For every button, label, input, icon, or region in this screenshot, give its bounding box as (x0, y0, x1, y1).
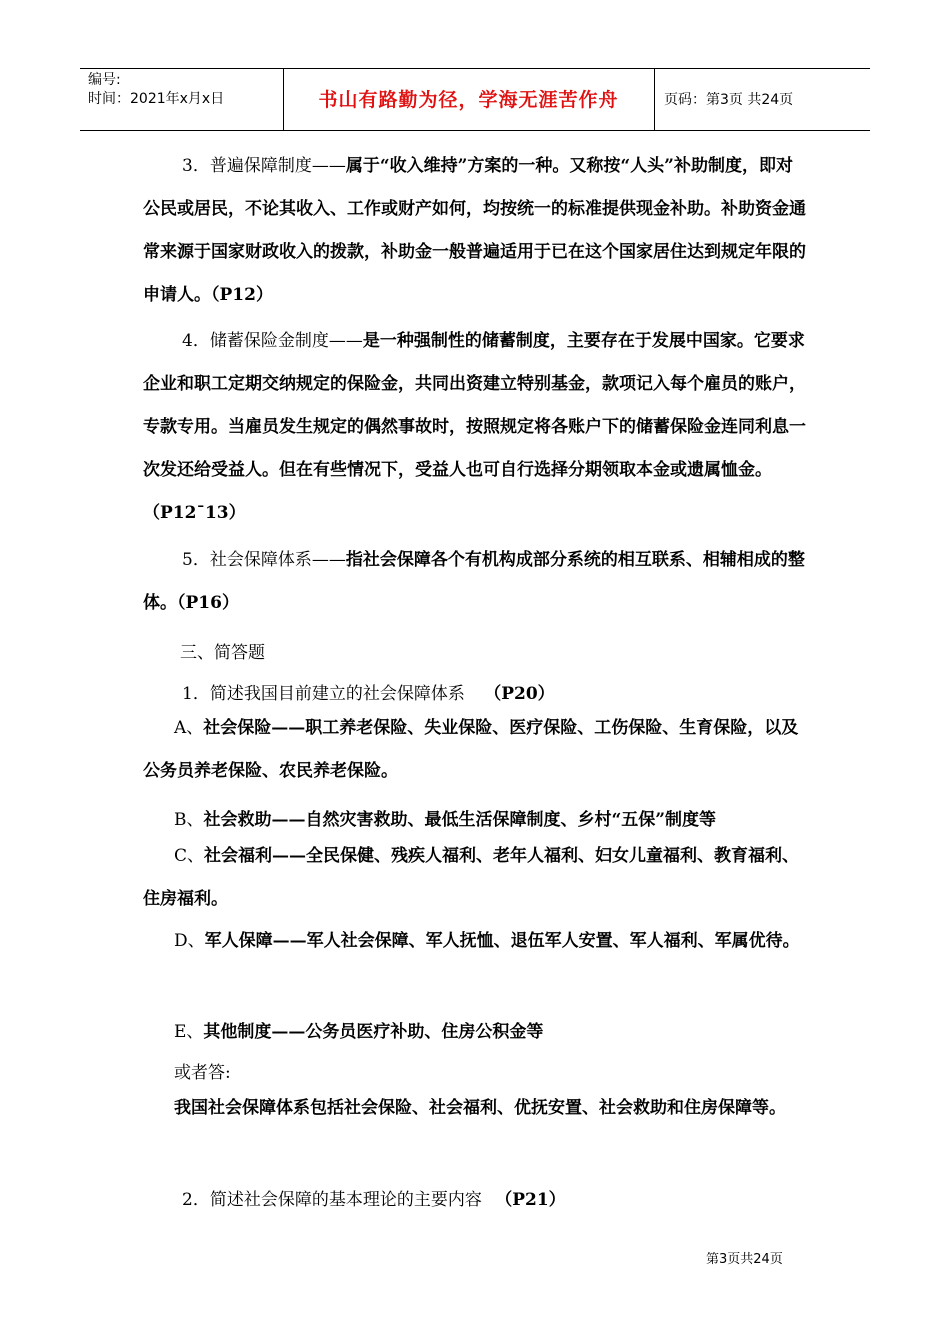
answer-item-d (143, 920, 808, 963)
header-divider (654, 69, 655, 130)
term-definition: 属于“收入维持”方案的一种。又称按“人头”补助制度，即对公民或居民，不论其收入、工作或财产如何，均按统一的标准提供现金补助。补助资金通常来源于国家财政收入的拨款，补助金一般普遍适用于已在这个国家居住达到规定年限的申请人。（P12） (143, 156, 806, 305)
time-label: 时间：2021年x月x日 (88, 91, 225, 107)
question-ref: （P21） (495, 1190, 566, 1210)
alternative-answer-label: 或者答: (174, 1063, 231, 1083)
header-meta (88, 71, 224, 109)
number-label: 编号: (88, 72, 121, 88)
answer-text: 社会福利——全民保健、残疾人福利、老年人福利、妇女儿童福利、教育福利、住房福利。 (143, 846, 800, 909)
answer-marker: B、 (174, 810, 204, 830)
section-heading: 三、简答题 (180, 643, 265, 663)
answer-marker: D、 (174, 931, 205, 951)
term-universal-security (143, 145, 808, 317)
question-ref: （P20） (484, 684, 555, 704)
term-title: 5．社会保障体系—— (182, 550, 346, 570)
term-definition: 指社会保障各个有机构成部分系统的相互联系、相辅相成的整体。（P16） (143, 550, 805, 613)
answer-marker: C、 (174, 846, 205, 866)
answer-text: 军人保障——军人社会保障、军人抚恤、退伍军人安置、军人福利、军属优待。 (204, 931, 800, 951)
term-security-system (143, 539, 808, 625)
answer-marker: A、 (174, 718, 204, 738)
term-title: 3．普遍保障制度—— (182, 156, 346, 176)
answer-text: 其他制度——公务员医疗补助、住房公积金等 (203, 1022, 544, 1042)
question-text: 2．简述社会保障的基本理论的主要内容 (182, 1190, 482, 1210)
header-page-info: 页码：第3页 共24页 (664, 92, 794, 108)
question-text: 1．简述我国目前建立的社会保障体系 (182, 684, 465, 704)
header-motto: 书山有路勤为径，学海无涯苦作舟 (318, 89, 619, 111)
answer-text: 社会保险——职工养老保险、失业保险、医疗保险、工伤保险、生育保险，以及公务员养老保险、农民养老保险。 (143, 718, 799, 781)
question-2 (182, 1185, 566, 1210)
answer-marker: E、 (174, 1022, 204, 1042)
answer-item-e (174, 1017, 543, 1042)
term-title: 4．储蓄保险金制度—— (182, 331, 363, 351)
alternative-answer-text: 我国社会保障体系包括社会保险、社会福利、优抚安置、社会救助和住房保障等。 (174, 1098, 786, 1118)
page-footer: 第3页共24页 (706, 1252, 783, 1267)
answer-item-b (174, 805, 716, 830)
alternative-answer (143, 1087, 808, 1130)
answer-text: 社会救助——自然灾害救助、最低生活保障制度、乡村“五保”制度等 (203, 810, 717, 830)
page-header (80, 68, 870, 131)
term-savings-insurance (143, 320, 808, 535)
answer-item-a (143, 707, 808, 793)
answer-item-c (143, 835, 808, 921)
question-1 (182, 679, 555, 704)
term-definition: 是一种强制性的储蓄制度，主要存在于发展中国家。它要求企业和职工定期交纳规定的保险金，共同出资建立特别基金，款项记入每个雇员的账户，专款专用。当雇员发生规定的偶然事故时，按照规定将各账户下的储蓄保险金连同利息一次发还给受益人。但在有些情况下，受益人也可自行选择分期领取本金或遗属恤金。（P12¯13） (143, 331, 806, 523)
